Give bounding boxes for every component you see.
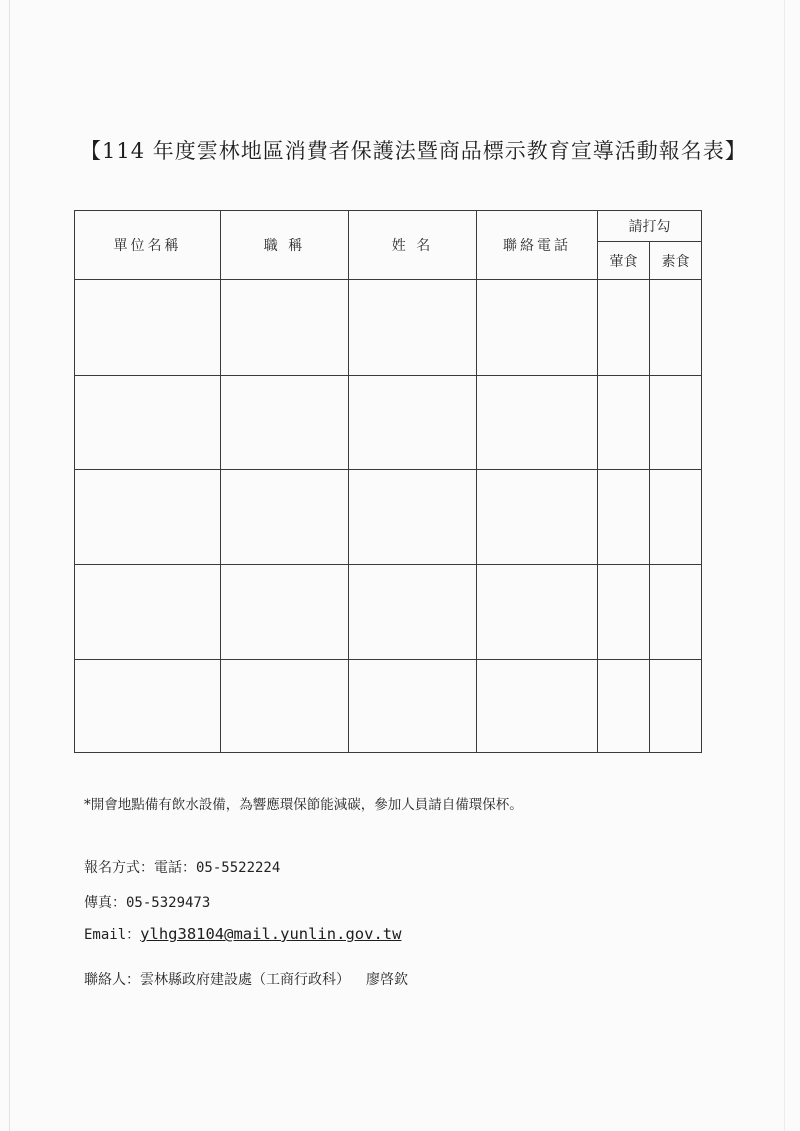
- unit-name-cell[interactable]: [75, 659, 221, 752]
- table-row: [75, 375, 702, 469]
- phone-cell[interactable]: [477, 280, 598, 375]
- header-meat: 葷食: [598, 242, 650, 280]
- name-cell[interactable]: [349, 565, 477, 659]
- job-title-cell[interactable]: [221, 565, 349, 659]
- job-title-cell[interactable]: [221, 469, 349, 564]
- name-cell[interactable]: [349, 659, 477, 752]
- header-veg: 素食: [650, 242, 702, 280]
- unit-name-cell[interactable]: [75, 375, 221, 469]
- table-row: [75, 469, 702, 564]
- job-title-cell[interactable]: [221, 659, 349, 752]
- meat-checkbox-cell[interactable]: [598, 565, 650, 659]
- meat-checkbox-cell[interactable]: [598, 469, 650, 564]
- contact-person-name: 廖啓欽: [366, 972, 408, 988]
- veg-checkbox-cell[interactable]: [650, 469, 702, 564]
- unit-name-cell[interactable]: [75, 469, 221, 564]
- job-title-cell[interactable]: [221, 375, 349, 469]
- veg-checkbox-cell[interactable]: [650, 565, 702, 659]
- phone-cell[interactable]: [477, 659, 598, 752]
- header-phone: 聯絡電話: [477, 211, 598, 280]
- table-row: [75, 280, 702, 375]
- table-header-row: [75, 211, 702, 242]
- phone-cell[interactable]: [477, 375, 598, 469]
- meat-checkbox-cell[interactable]: [598, 375, 650, 469]
- veg-checkbox-cell[interactable]: [650, 280, 702, 375]
- phone-cell[interactable]: [477, 565, 598, 659]
- header-unit-name: 單位名稱: [75, 211, 221, 280]
- unit-name-cell[interactable]: [75, 565, 221, 659]
- name-cell[interactable]: [349, 469, 477, 564]
- registration-method-line: [84, 857, 280, 877]
- phone-cell[interactable]: [477, 469, 598, 564]
- meat-checkbox-cell[interactable]: [598, 659, 650, 752]
- registration-method-label: 報名方式：電話：: [84, 860, 196, 876]
- veg-checkbox-cell[interactable]: [650, 375, 702, 469]
- name-cell[interactable]: [349, 280, 477, 375]
- contact-person-line: [84, 969, 408, 989]
- header-check: 請打勾: [598, 211, 702, 242]
- email-label: Email：: [84, 927, 141, 943]
- unit-name-cell[interactable]: [75, 280, 221, 375]
- table-row: [75, 565, 702, 659]
- water-cup-note: *開會地點備有飲水設備，為響應環保節能減碳，參加人員請自備環保杯。: [84, 797, 523, 813]
- job-title-cell[interactable]: [221, 280, 349, 375]
- table-row: [75, 659, 702, 752]
- contact-person-label: 聯絡人：雲林縣政府建設處（工商行政科）: [84, 972, 350, 988]
- page-edge-left: [9, 0, 10, 1131]
- email-line: [84, 924, 401, 944]
- header-name: 姓 名: [349, 211, 477, 280]
- fax-label: 傳真：: [84, 895, 126, 911]
- fax-line: [84, 892, 210, 912]
- email-link[interactable]: ylhg38104@mail.yunlin.gov.tw: [140, 925, 402, 943]
- registration-phone: 05-5522224: [196, 860, 281, 876]
- document-title: 【114 年度雲林地區消費者保護法暨商品標示教育宣導活動報名表】: [80, 139, 747, 163]
- fax-number: 05-5329473: [126, 895, 211, 911]
- registration-table: [74, 210, 702, 753]
- veg-checkbox-cell[interactable]: [650, 659, 702, 752]
- name-cell[interactable]: [349, 375, 477, 469]
- header-job-title: 職 稱: [221, 211, 349, 280]
- meat-checkbox-cell[interactable]: [598, 280, 650, 375]
- page-edge-right: [784, 0, 785, 1131]
